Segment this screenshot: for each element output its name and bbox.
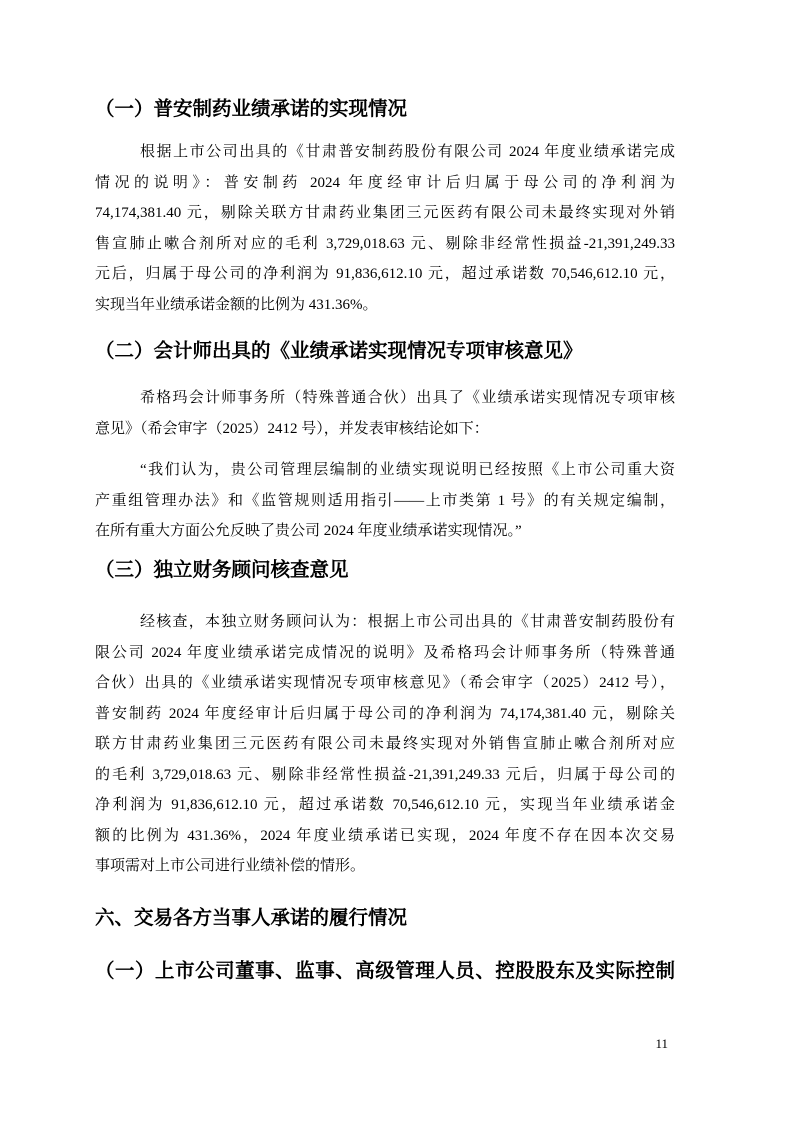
- paragraph-line: 74,174,381.40 元，剔除关联方甘肃药业集团三元医药有限公司未最终实现对外销: [95, 205, 675, 221]
- paragraph-line: 元后，归属于母公司的净利润为 91,836,612.10 元，超过承诺数 70,546,612.10 元，: [95, 266, 675, 282]
- paragraph-line: 实现当年业绩承诺金额的比例为 431.36%。: [95, 296, 378, 313]
- paragraph-accountant-opinion: [95, 383, 675, 444]
- paragraph-line: 限公司 2024 年度业绩承诺完成情况的说明》及希格玛会计师事务所（特殊普通: [95, 644, 675, 661]
- paragraph-line: 根据上市公司出具的《甘肃普安制药股份有限公司 2024 年度业绩承诺完成: [140, 144, 675, 160]
- section-heading-performance-realization: （一）普安制药业绩承诺的实现情况: [95, 98, 408, 120]
- paragraph-auditor-quote: [95, 455, 675, 547]
- paragraph-financial-advisor-opinion: [95, 607, 675, 882]
- paragraph-line: 联方甘肃药业集团三元医药有限公司未最终实现对外销售宣肺止嗽合剂所对应: [95, 736, 675, 752]
- section-heading-financial-advisor-opinion: （三）独立财务顾问核查意见: [95, 559, 349, 581]
- paragraph-line: 售宣肺止嗽合剂所对应的毛利 3,729,018.63 元、剔除非经常性损益-21,391,249.33: [95, 235, 675, 252]
- paragraph-line: 事项需对上市公司进行业绩补偿的情形。: [95, 858, 366, 874]
- page-number: 11: [655, 1036, 668, 1051]
- section-heading-accountant-opinion: （二）会计师出具的《业绩承诺实现情况专项审核意见》: [95, 340, 583, 362]
- paragraph-line: 额的比例为 431.36%，2024 年度业绩承诺已实现，2024 年度不存在因本次交易: [95, 827, 675, 844]
- section-heading-directors-supervisors: （一）上市公司董事、监事、高级管理人员、控股股东及实际控制: [95, 960, 675, 982]
- paragraph-line: “我们认为，贵公司管理层编制的业绩实现说明已经按照《上市公司重大资: [140, 462, 675, 478]
- paragraph-line: 普安制药 2024 年度经审计后归属于母公司的净利润为 74,174,381.40 元，剔除关: [95, 705, 675, 722]
- paragraph-line: 经核查，本独立财务顾问认为：根据上市公司出具的《甘肃普安制药股份有: [140, 614, 675, 630]
- chapter-heading-commitment-performance: 六、交易各方当事人承诺的履行情况: [95, 907, 408, 929]
- paragraph-line: 产重组管理办法》和《监管规则适用指引——上市类第 1 号》的有关规定编制，: [95, 492, 675, 509]
- paragraph-line: 在所有重大方面公允反映了贵公司 2024 年度业绩承诺实现情况。”: [95, 523, 522, 539]
- paragraph-line: 情况的说明》：普安制药 2024 年度经审计后归属于母公司的净利润为: [95, 174, 675, 191]
- paragraph-line: 的毛利 3,729,018.63 元、剔除非经常性损益-21,391,249.33 元后，归属于母公司的: [95, 766, 675, 783]
- paragraph-line: 净利润为 91,836,612.10 元，超过承诺数 70,546,612.10 元，实现当年业绩承诺金: [95, 797, 675, 813]
- paragraph-line: 希格玛会计师事务所（特殊普通合伙）出具了《业绩承诺实现情况专项审核: [140, 390, 675, 406]
- paragraph-line: 合伙）出具的《业绩承诺实现情况专项审核意见》（希会审字（2025）2412 号），: [95, 675, 675, 691]
- paragraph-performance-realization: [95, 137, 675, 320]
- paragraph-line: 意见》（希会审字（2025）2412 号），并发表审核结论如下：: [95, 420, 489, 437]
